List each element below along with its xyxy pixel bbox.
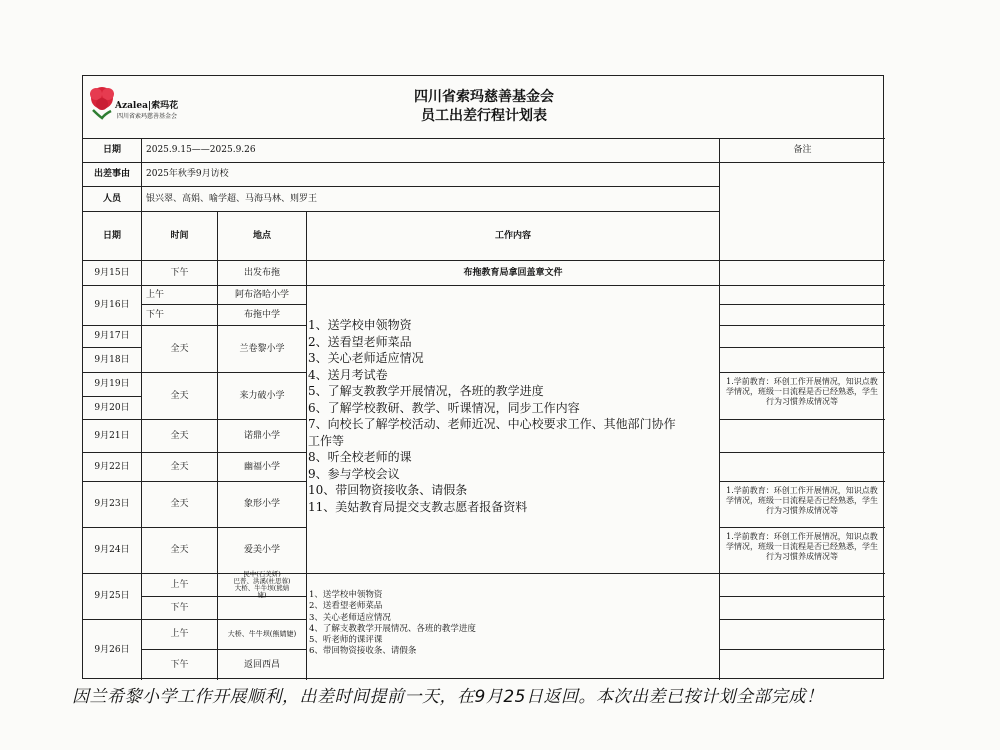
date-cell: 9月26日 [83, 620, 142, 680]
list-item: 1、送学校申领物资 [308, 318, 412, 332]
remark-note: 1.学前教育：环创工作开展情况，知识点教学情况，班级一日流程是否已经熟悉，学生行为习惯养成情况等 [726, 532, 878, 561]
list-item: 10、带回物资接收条、请假条 [308, 483, 468, 498]
list-item: 4、了解支教教学开展情况、各班的教学进度 [309, 623, 476, 634]
time-cell: 全天 [142, 326, 218, 373]
time-cell: 上午 [142, 574, 218, 597]
time-cell: 全天 [142, 373, 218, 420]
date-label: 日期 [83, 139, 142, 163]
page-subtitle: 员工出差行程计划表 [421, 108, 547, 124]
remark-cell [720, 597, 885, 620]
date-cell: 9月19日 [83, 373, 142, 397]
place-cell: 兰卷黎小学 [218, 326, 307, 373]
remark-cell [720, 326, 885, 348]
work-cell: 布拖教育局拿回盖章文件 [307, 261, 720, 286]
reason-value: 2025年秋季9月访校 [142, 163, 720, 187]
time-cell: 下午 [142, 305, 218, 326]
logo-text: Azalea|索玛花 [115, 101, 179, 111]
place-cell: 阿布洛哈小学 [218, 286, 307, 305]
place-cell: 幽福小学 [218, 453, 307, 482]
time-cell: 下午 [142, 597, 218, 620]
col-date: 日期 [83, 212, 142, 261]
date-cell: 9月23日 [83, 482, 142, 528]
place-cell: 爱美小学 [218, 528, 307, 574]
time-cell: 全天 [142, 420, 218, 453]
list-item: 5、了解支教教学开展情况，各班的教学进度 [308, 384, 544, 399]
remark-cell [720, 348, 885, 373]
page-title: 四川省索玛慈善基金会 [414, 89, 554, 106]
logo-subtext: 四川省索玛慈善基金会 [117, 113, 178, 120]
list-item: 2、送看望老师菜品 [308, 334, 412, 349]
time-cell: 上午 [142, 620, 218, 650]
place-cell: 出发布拖 [218, 261, 307, 286]
time-cell: 全天 [142, 528, 218, 574]
date-cell: 9月16日 [83, 286, 142, 326]
date-cell: 9月20日 [83, 397, 142, 420]
remark-cell [720, 574, 885, 597]
remark-cell [720, 305, 885, 326]
list-item: 7、向校长了解学校活动、老师近况、中心校要求工作、其他部门协作 [308, 417, 676, 432]
date-cell: 9月24日 [83, 528, 142, 574]
place-cell: 大桥、牛牛坝(熊婧婕) [218, 620, 307, 650]
place-cell: 民中(石美妍) 巴普、洪溪(杜思蓉) 大桥、牛牛坝(熊婧 婕) [218, 574, 307, 597]
place-cell: 象形小学 [218, 482, 307, 528]
list-item: 3、关心老师适应情况 [309, 612, 391, 623]
date-cell: 9月22日 [83, 453, 142, 482]
people-label: 人员 [83, 187, 142, 212]
remark-cell [720, 650, 885, 680]
people-value: 银兴翠、高娟、喻学超、马海马林、则罗王 [142, 187, 720, 212]
date-cell: 9月17日 [83, 326, 142, 348]
itinerary-sheet [82, 75, 884, 679]
place-cell [218, 597, 307, 620]
remark-cell [720, 261, 885, 286]
remark-blank-top [720, 163, 885, 261]
reason-label: 出差事由 [83, 163, 142, 187]
remark-note: 1.学前教育：环创工作开展情况，知识点教学情况，班级一日流程是否已经熟悉，学生行为习惯养成情况等 [726, 377, 878, 406]
time-cell: 上午 [142, 286, 218, 305]
date-cell: 9月15日 [83, 261, 142, 286]
date-cell: 9月21日 [83, 420, 142, 453]
place-cell: 来力破小学 [218, 373, 307, 420]
list-item: 工作等 [308, 433, 345, 448]
list-item: 2、送看望老师菜品 [309, 601, 383, 612]
time-cell: 下午 [142, 650, 218, 680]
list-item: 6、了解学校教研、教学、听课情况，同步工作内容 [308, 400, 580, 415]
remark-label: 备注 [720, 139, 885, 163]
list-item: 6、带回物资接收条、请假条 [309, 646, 417, 657]
title-block [83, 76, 885, 139]
remark-note: 1.学前教育：环创工作开展情况，知识点教学情况，班级一日流程是否已经熟悉，学生行为习惯养成情况等 [726, 486, 878, 515]
place-cell: 布拖中学 [218, 305, 307, 326]
date-value: 2025.9.15——2025.9.26 [142, 139, 720, 163]
col-work: 工作内容 [307, 212, 720, 261]
time-cell: 全天 [142, 482, 218, 528]
list-item: 11、美姑教育局提交支教志愿者报备资料 [308, 500, 528, 515]
list-item: 8、听全校老师的课 [308, 450, 412, 465]
remark-cell [720, 453, 885, 482]
list-item: 1、送学校申领物资 [309, 590, 383, 600]
remark-cell [720, 620, 885, 650]
col-time: 时间 [142, 212, 218, 261]
list-item: 4、送月考试卷 [308, 367, 388, 382]
list-item: 9、参与学校会议 [308, 466, 400, 481]
work-content-list [308, 317, 721, 516]
list-item: 5、听老师的课评课 [309, 635, 383, 646]
col-place: 地点 [218, 212, 307, 261]
date-cell: 9月25日 [83, 574, 142, 620]
place-cell: 返回西昌 [218, 650, 307, 680]
work-content-list-small [309, 590, 719, 658]
date-cell: 9月18日 [83, 348, 142, 373]
list-item: 3、关心老师适应情况 [308, 351, 424, 366]
handwritten-note: 因兰希黎小学工作开展顺利，出差时间提前一天，在9月25日返回。本次出差已按计划全部完成！ [72, 687, 824, 707]
time-cell: 下午 [142, 261, 218, 286]
time-cell: 全天 [142, 453, 218, 482]
place-cell: 诺鼎小学 [218, 420, 307, 453]
remark-cell [720, 286, 885, 305]
remark-cell [720, 420, 885, 453]
